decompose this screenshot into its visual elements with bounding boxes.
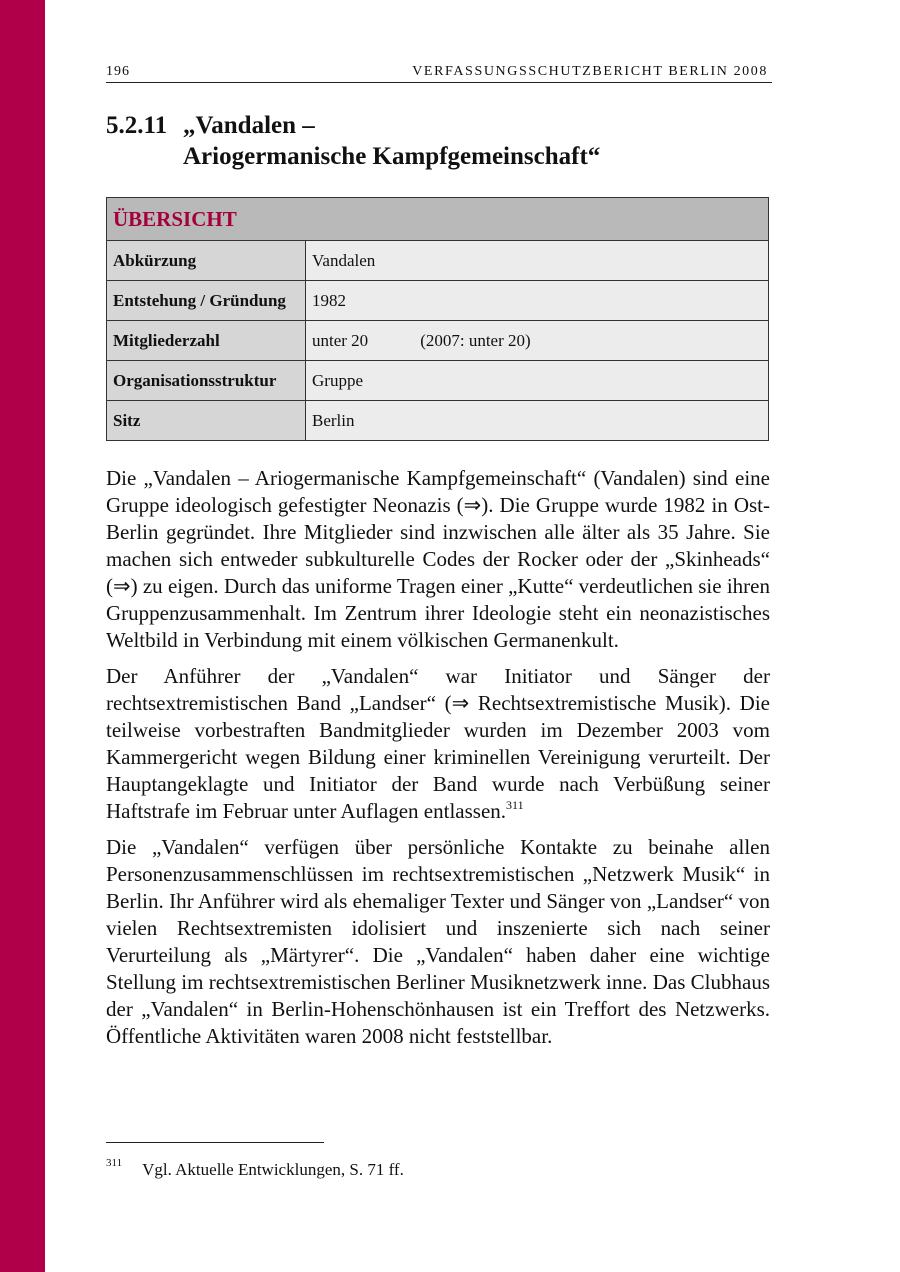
page-header xyxy=(106,62,772,83)
section-title-line1: „Vandalen – xyxy=(183,112,315,139)
paragraph: Die „Vandalen – Ariogermanische Kampfgemeinschaft“ (Vandalen) sind eine Gruppe ideologisch gefestigter Neonazis (⇒). Die Gruppe wurde 1982 in Ost-Berlin gegründet. Ihre Mitglieder sind inzwischen alle älter als 35 Jahre. Sie machen sich entweder subkulturelle Codes der Rocker oder der „Skinheads“ (⇒) zu eigen. Durch das uniforme Tragen einer „Kutte“ verdeutlichen sie ihren Gruppenzusammenhalt. Im Zentrum ihrer Ideologie steht ein neonazistisches Weltbild in Verbindung mit einem völkischen Germanenkult. xyxy=(106,466,770,652)
footnote-number: 311 xyxy=(106,1157,123,1169)
table-row xyxy=(107,321,769,361)
row-label: Mitgliederzahl xyxy=(107,321,306,361)
row-value: Vandalen xyxy=(306,241,769,281)
row-label: Sitz xyxy=(107,401,306,441)
footnote-divider xyxy=(106,1142,324,1143)
footnote-reference[interactable]: 311 xyxy=(506,798,524,812)
row-label: Abkürzung xyxy=(107,241,306,281)
overview-heading: ÜBERSICHT xyxy=(107,198,769,241)
section-title-line2: Ariogermanische Kampfgemeinschaft“ xyxy=(183,143,601,170)
footnote xyxy=(106,1157,404,1180)
row-label: Organisationsstruktur xyxy=(107,361,306,401)
row-value-cell xyxy=(306,321,769,361)
row-value: Gruppe xyxy=(306,361,769,401)
paragraph-text: Der Anführer der „Vandalen“ war Initiator und Sänger der rechtsextremistischen Band „Landser“ (⇒ Rechtsextremistische Musik). Die teilweise vorbestraften Bandmitglieder wurden im Dezember 2003 vom Kammergericht wegen Bildung einer kriminellen Vereinigung verurteilt. Der Hauptangeklagte und Initiator der Band wurde nach Verbüßung seiner Haftstrafe im Februar unter Auflagen entlassen. xyxy=(106,664,770,823)
paragraph: Die „Vandalen“ verfügen über persönliche Kontakte zu beinahe allen Personenzusammenschlüssen im rechtsextremistischen „Netzwerk Musik“ in Berlin. Ihr Anführer wird als ehemaliger Texter und Sänger von „Landser“ von vielen Rechtsextremisten idolisiert und inszenierte sich nach seiner Verurteilung als „Märtyrer“. Die „Vandalen“ haben daher eine wichtige Stellung im rechtsextremistischen Berliner Musiknetzwerk inne. Das Clubhaus der „Vandalen“ in Berlin-Hohenschönhausen ist ein Treffort des Netzwerks. Öffentliche Aktivitäten waren 2008 nicht feststellbar. xyxy=(106,835,770,1048)
table-row xyxy=(107,401,769,441)
body-text xyxy=(106,465,770,1059)
table-row xyxy=(107,361,769,401)
footnote-text: Vgl. Aktuelle Entwicklungen, S. 71 ff. xyxy=(142,1160,404,1179)
page-margin-bar xyxy=(0,0,45,1272)
page-number: 196 xyxy=(106,64,130,79)
table-row xyxy=(107,241,769,281)
row-value: 1982 xyxy=(306,281,769,321)
section-heading xyxy=(106,110,600,172)
row-value: unter 20 xyxy=(312,330,369,350)
table-row xyxy=(107,281,769,321)
row-value: Berlin xyxy=(306,401,769,441)
paragraph xyxy=(106,663,770,825)
running-title: VERFASSUNGSSCHUTZBERICHT BERLIN 2008 xyxy=(412,64,768,79)
row-value-previous-year: (2007: unter 20) xyxy=(420,330,531,350)
overview-table xyxy=(106,197,769,441)
row-label: Entstehung / Gründung xyxy=(107,281,306,321)
section-number: 5.2.11 xyxy=(106,112,168,139)
